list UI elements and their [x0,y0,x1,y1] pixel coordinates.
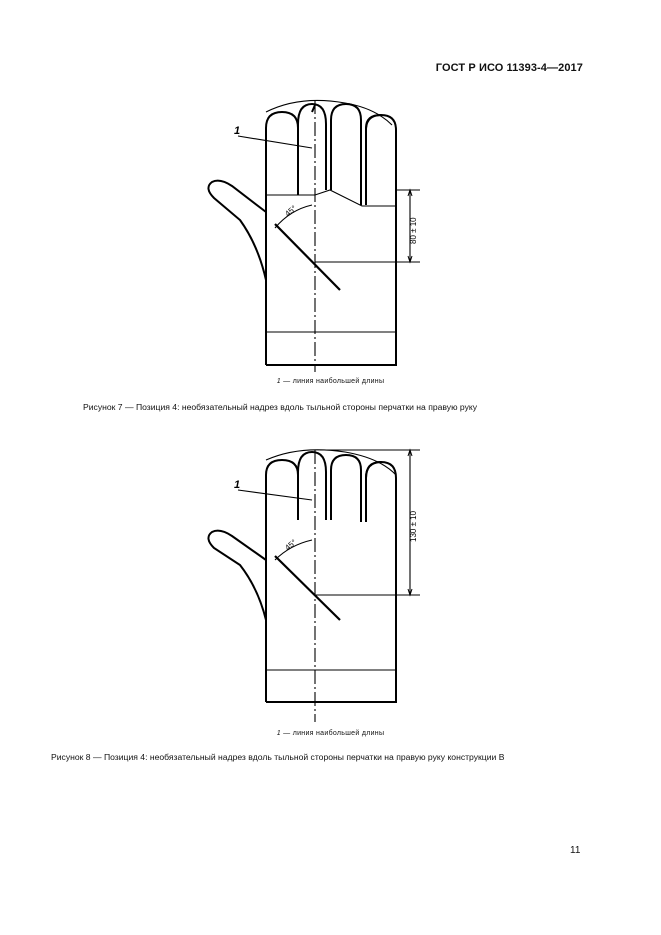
legend-text: — линия наибольшей длины [283,730,385,737]
glove-diagram-figure-8 [0,440,661,730]
page-number: 11 [570,845,581,856]
callout-number: 1 [234,125,241,137]
legend-figure-8 [0,730,661,737]
finger-line [298,452,326,520]
angle-label: 45° [283,537,299,553]
thumb-outline [208,181,266,280]
finger-line [331,104,361,205]
dimension-label: 130 ± 10 [409,510,418,542]
legend-figure-7 [0,378,661,385]
figure-7-caption: Рисунок 7 — Позиция 4: необязательный надрез вдоль тыльной стороны перчатки на правую руку [83,402,478,412]
legend-number: 1 [276,730,281,737]
glove-diagram-figure-7 [0,80,661,380]
figure-8-caption: Рисунок 8 — Позиция 4: необязательный надрез вдоль тыльной стороны перчатки на правую руку конструкции В [51,752,505,762]
dimension-label: 80 ± 10 [409,217,418,244]
angle-label: 45° [283,203,299,219]
thumb-outline [208,531,266,620]
finger-line [331,455,361,522]
page-header: ГОСТ Р ИСО 11393-4—2017 [435,62,583,74]
callout-leader [238,136,312,148]
finger-line [366,462,381,522]
finger-line [366,115,381,205]
finger-line [298,104,326,190]
legend-number: 1 [276,378,281,385]
legend-text: — линия наибольшей длины [283,378,385,385]
callout-number: 1 [234,479,241,491]
callout-leader [238,490,312,500]
